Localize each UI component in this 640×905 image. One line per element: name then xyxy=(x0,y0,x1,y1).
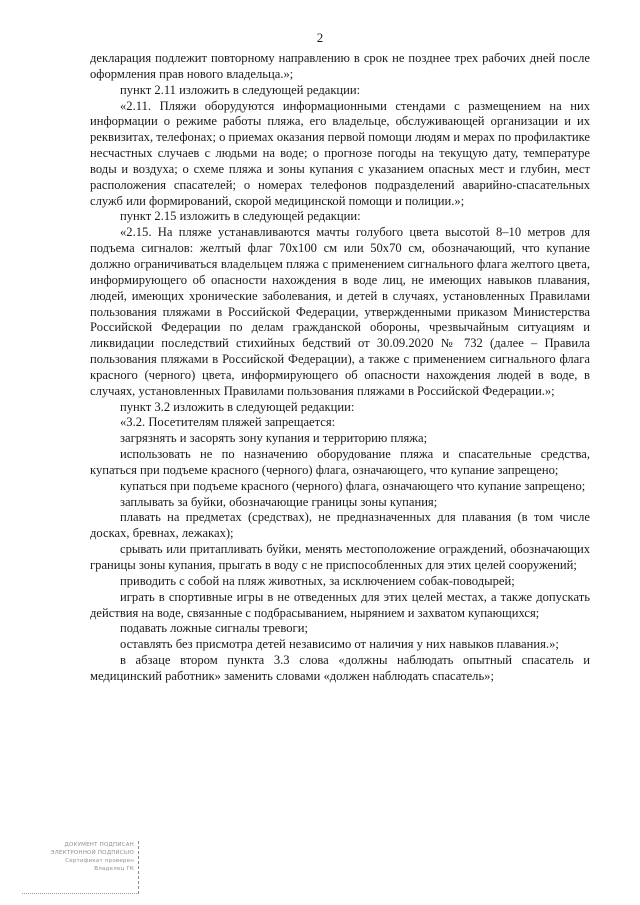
stamp-line: ЭЛЕКТРОННОЙ ПОДПИСЬЮ xyxy=(50,850,134,856)
paragraph: приводить с собой на пляж животных, за исключением собак-поводырей; xyxy=(120,573,515,588)
paragraph: загрязнять и засорять зону купания и территорию пляжа; xyxy=(120,431,428,446)
paragraph: оставлять без присмотра детей независимо от наличия у них навыков плавания.»; xyxy=(120,637,559,652)
paragraph: «2.11. Пляжи оборудуются информационными стендами с размещением на них информации о режиме работы пляжа, его владельце, обслуживающей организации и их реквизитах, телефонах; о приемах оказания первой помощи людям и мерах по профилактике несчастных случаев с людьми на воде; о прогнозе погоды на текущую дату, температуре воды и воздуха; о схеме пляжа и зоны купания с указанием опасных мест и глубин, мест расположения спасателей; о номерах телефонов подразделений аварийно-спасательных служб или формирований, скорой медицинской помощи и полиции.»; xyxy=(90,98,590,208)
stamp-line: ДОКУМЕНТ ПОДПИСАН xyxy=(64,842,134,848)
paragraph: заплывать за буйки, обозначающие границы зоны купания; xyxy=(120,494,438,509)
paragraph: в абзаце втором пункта 3.3 слова «должны наблюдать опытный спасатель и медицинский работник» заменить словами «должен наблюдать спасатель»; xyxy=(90,653,590,683)
paragraph: декларация подлежит повторному направлению в срок не позднее трех рабочих дней после оформления прав нового владельца.»; xyxy=(90,51,590,81)
paragraph: срывать или притапливать буйки, менять местоположение ограждений, обозначающих границы зоны купания, прыгать в воду с не приспособленных для этих целей сооружений; xyxy=(90,542,590,572)
paragraph: «3.2. Посетителям пляжей запрещается: xyxy=(120,415,336,430)
document-body xyxy=(90,51,590,685)
paragraph: играть в спортивные игры в не отведенных для этих целей местах, а также допускать действия на воде, связанные с подбрасыванием, нырянием и захватом купающихся; xyxy=(90,589,590,620)
paragraph: плавать на предметах (средствах), не предназначенных для плавания (в том числе досках, бревнах, лежаках); xyxy=(90,510,590,541)
paragraph: подавать ложные сигналы тревоги; xyxy=(120,621,308,636)
paragraph: купаться при подъеме красного (черного) флага, означающего что купание запрещено; xyxy=(120,478,586,493)
stamp-line: Владелец ГК xyxy=(94,866,134,872)
page-number: 2 xyxy=(316,30,324,45)
paragraph: «2.15. На пляже устанавливаются мачты голубого цвета высотой 8–10 метров для подъема сигналов: желтый флаг 70х100 см или 50х70 см, обозначающий, что купание должно ограничиваться владельцем пляжа с применением сигнального флага желтого цвета, информирующего об опасности нахождения в воде лиц, не имеющих навыков плавания, людей, имеющих хронические заболевания, и детей в случаях, установленных Правилами пользования пляжами в Российской Федерации, утвержденными приказом Министерства Российской Федерации по делам гражданской обороны, чрезвычайным ситуациям и ликвидации последствий стихийных бедствий от 30.09.2020 № 732 (далее – Правила пользования пляжами в Российской Федерации), а также с применением сигнального флага красного (черного) цвета, информирующего об опасности нахождения людей в воде, в случаях, установленных Правилами пользования пляжами в Российской Федерации.»; xyxy=(90,225,590,398)
paragraph: пункт 2.11 изложить в следующей редакции: xyxy=(120,82,361,97)
paragraph: пункт 2.15 изложить в следующей редакции: xyxy=(120,209,361,224)
paragraph: пункт 3.2 изложить в следующей редакции: xyxy=(120,399,355,414)
electronic-signature-stamp xyxy=(22,841,139,894)
stamp-line: Сертификат проверен xyxy=(65,858,134,864)
paragraph: использовать не по назначению оборудование пляжа и спасательные средства, купаться при подъеме красного (черного) флага, означающего, что купание запрещено; xyxy=(90,447,590,477)
